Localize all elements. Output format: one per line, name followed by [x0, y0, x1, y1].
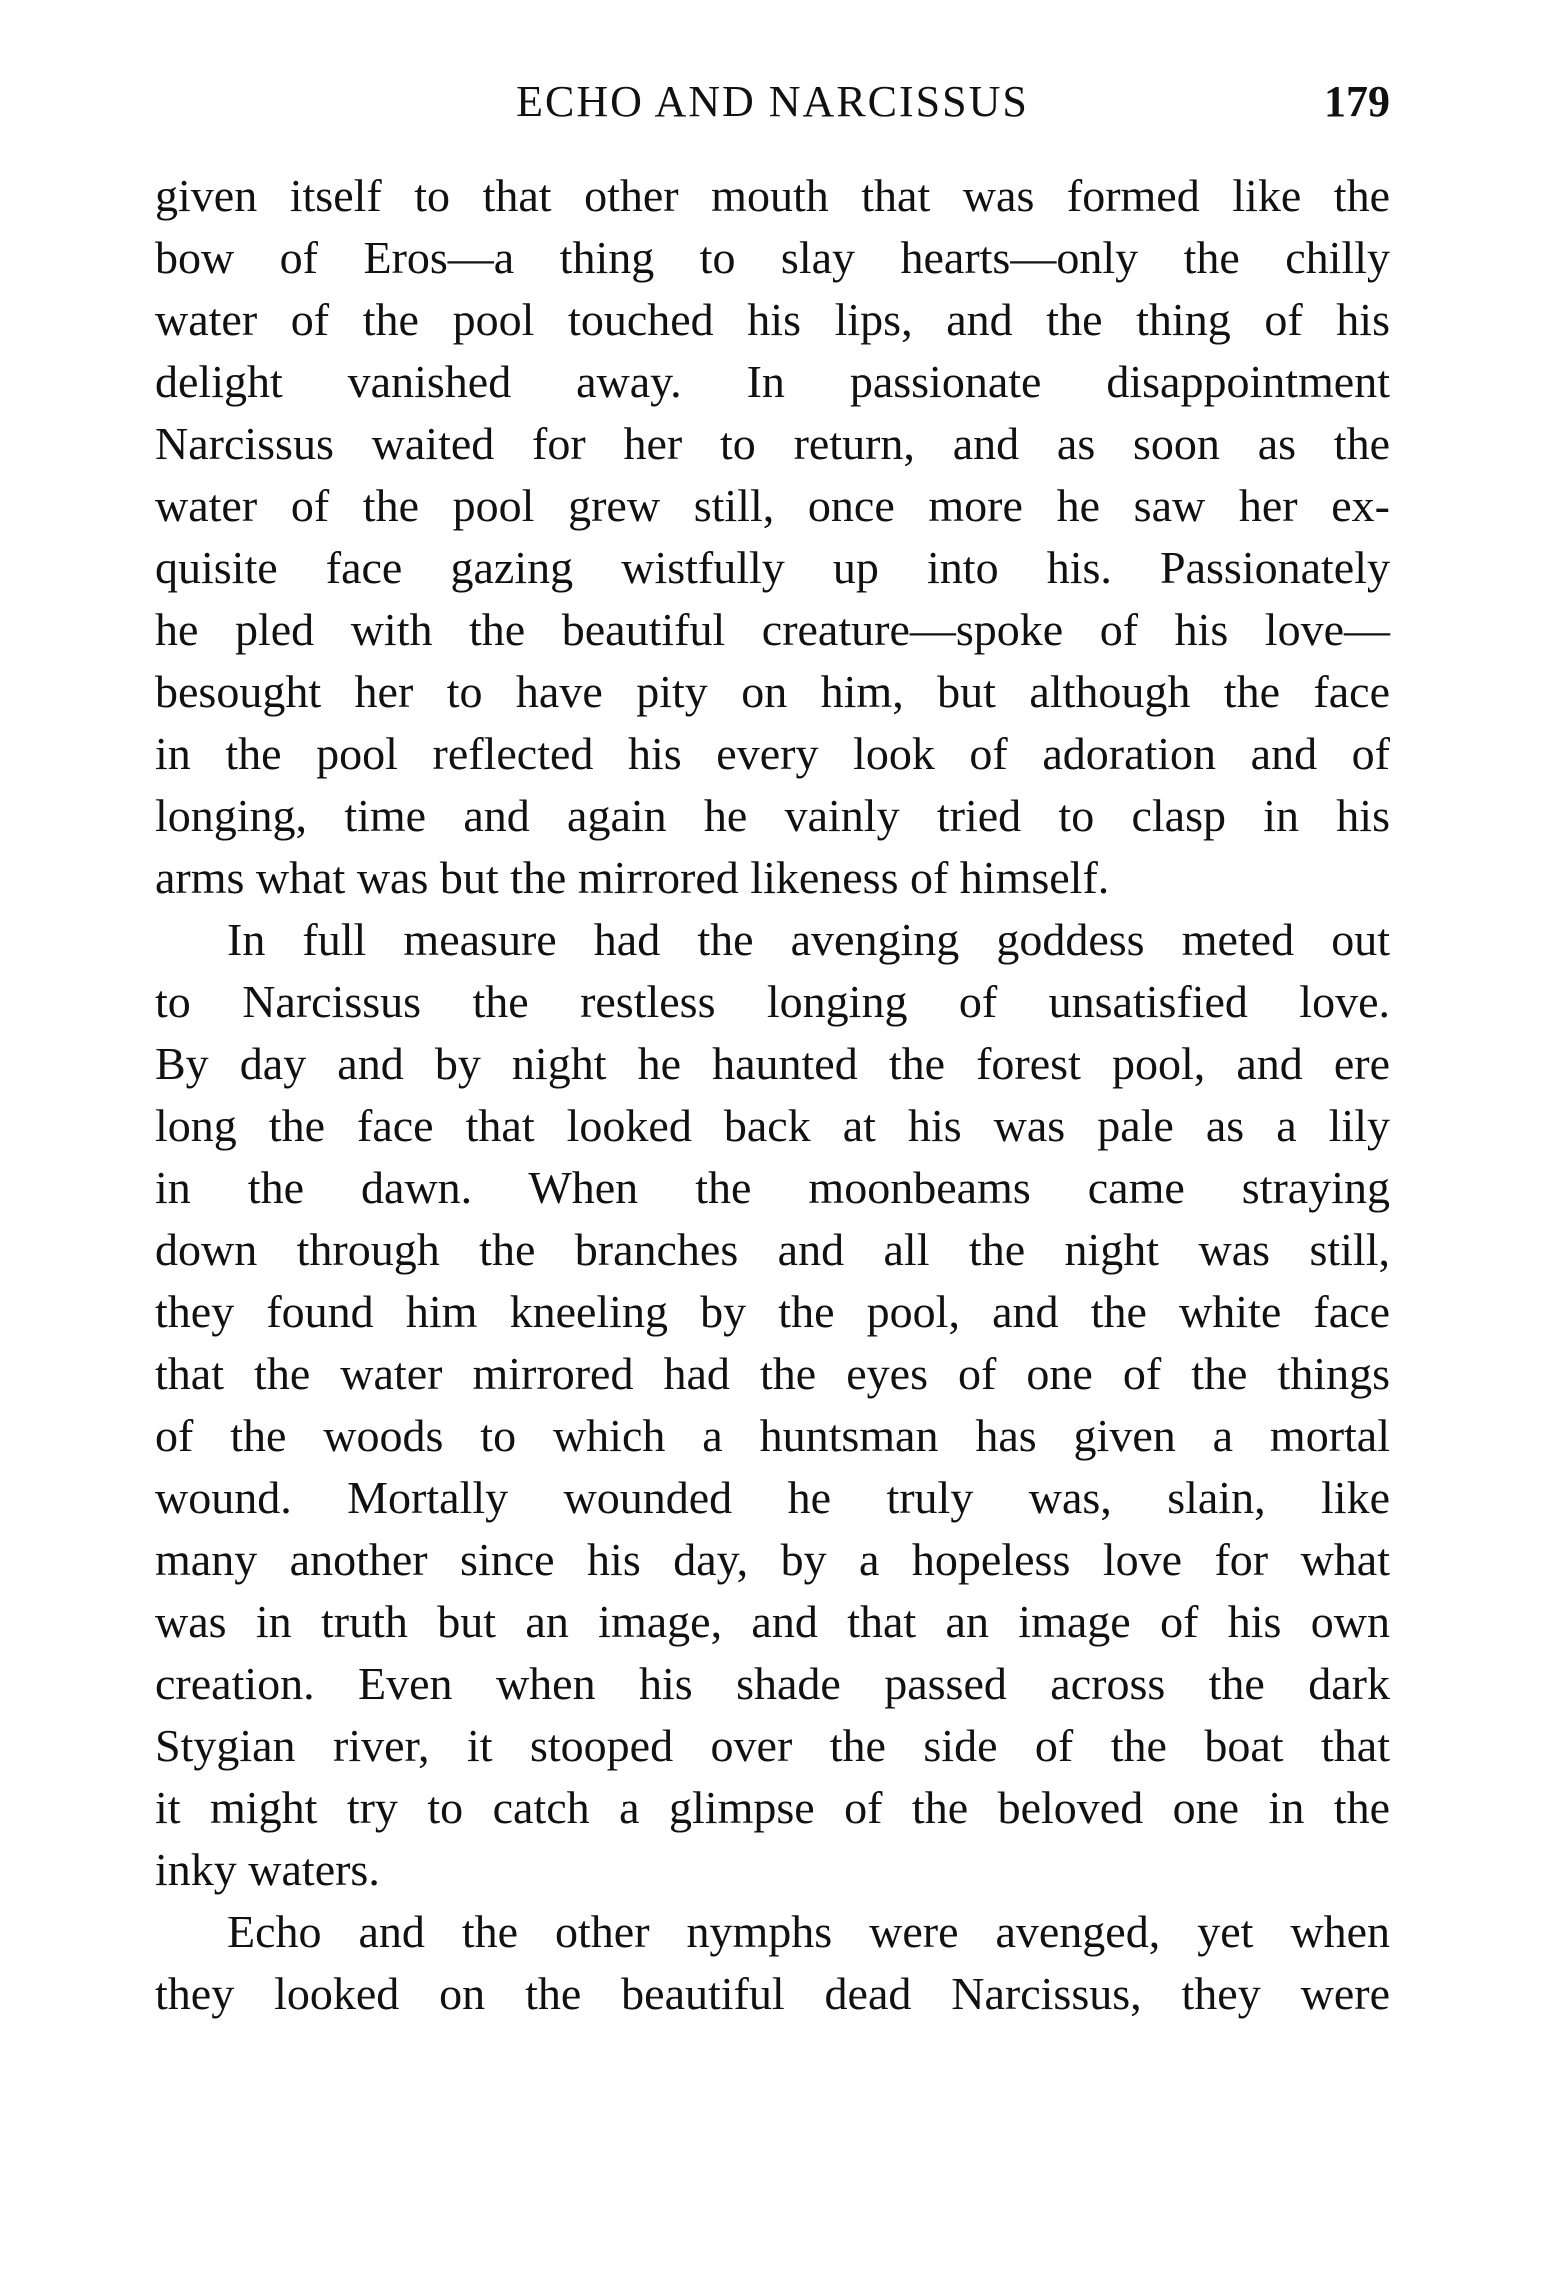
- text-line: given itself to that other mouth that was formed like the: [155, 170, 1390, 221]
- text-line: in the pool reflected his every look of adoration and of: [155, 728, 1390, 779]
- text-line: water of the pool grew still, once more he saw her ex-: [155, 480, 1390, 531]
- text-line: Echo and the other nymphs were avenged, yet when: [227, 1906, 1390, 1957]
- page-number: 179: [1324, 77, 1390, 126]
- text-line: long the face that looked back at his was pale as a lily: [155, 1100, 1390, 1151]
- running-title: ECHO AND NARCISSUS: [516, 77, 1029, 126]
- paragraph-2: [155, 909, 1390, 1901]
- text-line: By day and by night he haunted the forest pool, and ere: [155, 1038, 1390, 1089]
- text-line: they looked on the beautiful dead Narcissus, they were: [155, 1968, 1390, 2019]
- text-line: arms what was but the mirrored likeness of himself.: [155, 852, 1110, 903]
- text-line: longing, time and again he vainly tried to clasp in his: [155, 790, 1390, 841]
- paragraph-3: [155, 1901, 1390, 2025]
- text-line: Narcissus waited for her to return, and as soon as the: [155, 418, 1390, 469]
- text-line: besought her to have pity on him, but although the face: [155, 666, 1390, 717]
- text-line: creation. Even when his shade passed across the dark: [155, 1658, 1390, 1709]
- text-line: he pled with the beautiful creature—spoke of his love—: [155, 604, 1390, 655]
- text-line: Stygian river, it stooped over the side of the boat that: [155, 1720, 1390, 1771]
- text-line: In full measure had the avenging goddess meted out: [227, 914, 1390, 965]
- running-header: [155, 72, 1390, 132]
- text-line: delight vanished away. In passionate disappointment: [155, 356, 1390, 407]
- text-line: inky waters.: [155, 1844, 380, 1895]
- text-line: of the woods to which a huntsman has given a mortal: [155, 1410, 1390, 1461]
- text-line: wound. Mortally wounded he truly was, slain, like: [155, 1472, 1390, 1523]
- paragraph-1: [155, 165, 1390, 909]
- text-line: it might try to catch a glimpse of the beloved one in the: [155, 1782, 1390, 1833]
- text-line: quisite face gazing wistfully up into his. Passionately: [155, 542, 1390, 593]
- text-line: that the water mirrored had the eyes of one of the things: [155, 1348, 1390, 1399]
- text-line: down through the branches and all the night was still,: [155, 1224, 1390, 1275]
- text-line: many another since his day, by a hopeless love for what: [155, 1534, 1390, 1585]
- text-line: was in truth but an image, and that an image of his own: [155, 1596, 1390, 1647]
- text-line: bow of Eros—a thing to slay hearts—only the chilly: [155, 232, 1390, 283]
- text-line: in the dawn. When the moonbeams came straying: [155, 1162, 1390, 1213]
- text-line: water of the pool touched his lips, and the thing of his: [155, 294, 1390, 345]
- body-text: [155, 165, 1390, 2025]
- text-line: they found him kneeling by the pool, and the white face: [155, 1286, 1390, 1337]
- text-line: to Narcissus the restless longing of unsatisfied love.: [155, 976, 1390, 1027]
